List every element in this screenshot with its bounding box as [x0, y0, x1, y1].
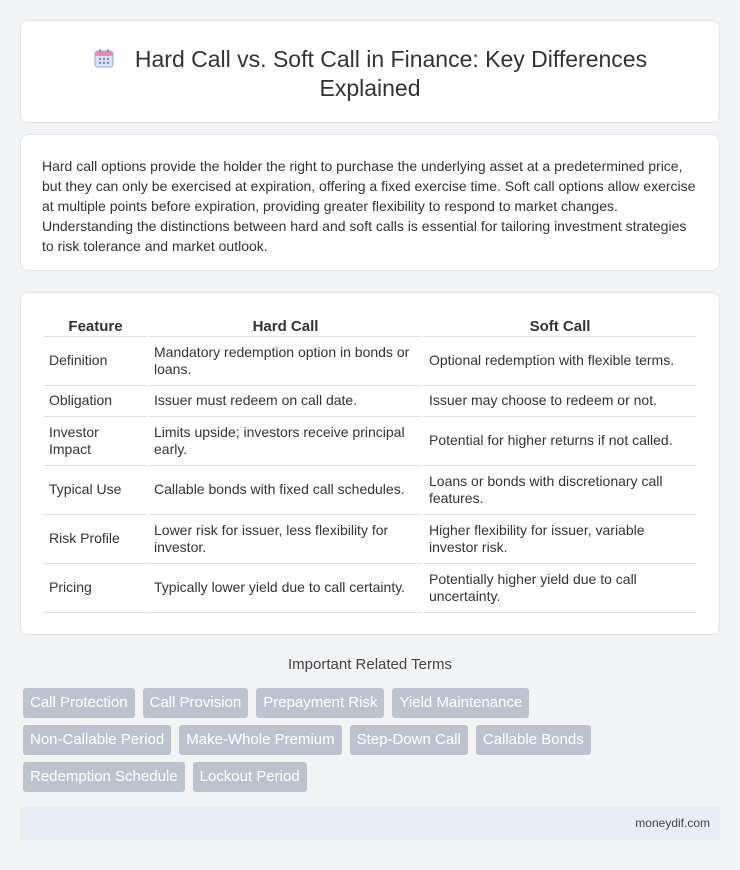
page-title-text: Hard Call vs. Soft Call in Finance: Key Differences Explained [134, 46, 648, 101]
feature-cell: Obligation [44, 386, 147, 417]
comparison-table [42, 317, 698, 613]
table-row [44, 466, 696, 515]
table-row [44, 386, 696, 417]
table-row [44, 417, 696, 466]
calendar-icon [93, 47, 115, 69]
tag-row [23, 762, 723, 792]
comparison-card [20, 292, 720, 635]
feature-cell: Risk Profile [44, 515, 147, 564]
hard-call-cell: Lower risk for issuer, less flexibility for investor. [149, 515, 422, 564]
soft-call-cell: Optional redemption with flexible terms. [424, 337, 696, 386]
table-header-row [44, 317, 696, 337]
tag-lockout-period[interactable]: Lockout Period [193, 762, 307, 792]
soft-call-cell: Potentially higher yield due to call uncertainty. [424, 564, 696, 613]
related-terms-heading: Important Related Terms [288, 656, 452, 673]
header-soft-call: Soft Call [424, 317, 696, 337]
soft-call-cell: Higher flexibility for issuer, variable investor risk. [424, 515, 696, 564]
feature-cell: Definition [44, 337, 147, 386]
feature-cell: Pricing [44, 564, 147, 613]
tag-call-provision[interactable]: Call Provision [143, 688, 249, 718]
hard-call-cell: Limits upside; investors receive principal early. [149, 417, 422, 466]
header-hard-call: Hard Call [149, 317, 422, 337]
intro-paragraph: Hard call options provide the holder the right to purchase the underlying asset at a predetermined price, but they can only be exercised at expiration, offering a fixed exercise time. Soft call options allow exercise at multiple points before expiration, providing greater flexibility to respond to market changes. Understanding the distinctions between hard and soft calls is essential for tailoring investment strategies to risk tolerance and market outlook. [42, 158, 696, 254]
tag-row [23, 688, 723, 718]
soft-call-cell: Potential for higher returns if not called. [424, 417, 696, 466]
intro-card [20, 134, 720, 271]
hard-call-cell: Callable bonds with fixed call schedules. [149, 466, 422, 515]
hard-call-cell: Typically lower yield due to call certainty. [149, 564, 422, 613]
hard-call-cell: Mandatory redemption option in bonds or loans. [149, 337, 422, 386]
table-row [44, 337, 696, 386]
soft-call-cell: Loans or bonds with discretionary call features. [424, 466, 696, 515]
title-wrap [61, 45, 679, 103]
tag-non-callable-period[interactable]: Non-Callable Period [23, 725, 171, 755]
page-title [61, 45, 679, 103]
feature-cell: Typical Use [44, 466, 147, 515]
tag-row [23, 725, 723, 755]
footer [20, 807, 720, 840]
table-row [44, 564, 696, 613]
tag-make-whole-premium[interactable]: Make-Whole Premium [179, 725, 341, 755]
tag-call-protection[interactable]: Call Protection [23, 688, 135, 718]
tag-prepayment-risk[interactable]: Prepayment Risk [256, 688, 384, 718]
related-terms-list [23, 688, 723, 799]
title-card [20, 20, 720, 123]
tag-redemption-schedule[interactable]: Redemption Schedule [23, 762, 185, 792]
feature-cell: Investor Impact [44, 417, 147, 466]
footer-site-link[interactable]: moneydif.com [635, 816, 710, 830]
header-feature: Feature [44, 317, 147, 337]
tag-step-down-call[interactable]: Step-Down Call [350, 725, 468, 755]
table-row [44, 515, 696, 564]
tag-callable-bonds[interactable]: Callable Bonds [476, 725, 591, 755]
soft-call-cell: Issuer may choose to redeem or not. [424, 386, 696, 417]
hard-call-cell: Issuer must redeem on call date. [149, 386, 422, 417]
tag-yield-maintenance[interactable]: Yield Maintenance [392, 688, 529, 718]
